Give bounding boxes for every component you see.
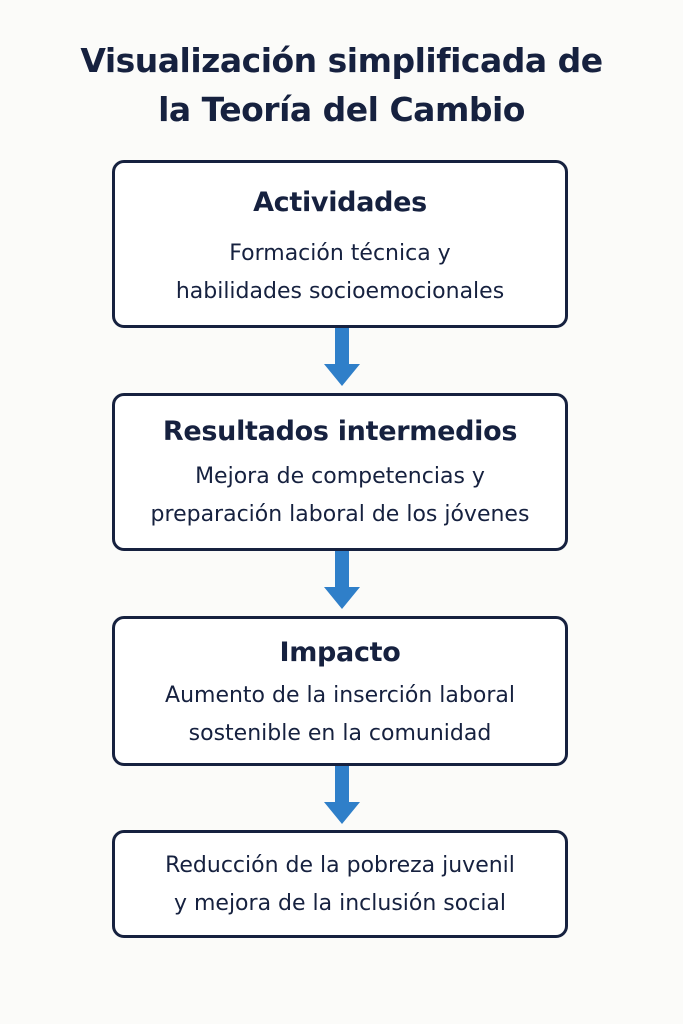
intermediate-results-text-line-2: preparación laboral de los jóvenes bbox=[150, 502, 530, 527]
impact-heading: Impacto bbox=[279, 637, 401, 668]
diagram-title-line-1: Visualización simplificada de bbox=[80, 41, 603, 80]
down-arrow-icon bbox=[324, 328, 360, 388]
activities-heading: Actividades bbox=[253, 187, 427, 218]
down-arrow-icon bbox=[324, 551, 360, 611]
diagram-title-line-2: la Teoría del Cambio bbox=[158, 90, 525, 129]
impact-box bbox=[112, 616, 568, 766]
final-outcome-box bbox=[112, 830, 568, 938]
intermediate-results-box bbox=[112, 393, 568, 551]
intermediate-results-heading: Resultados intermedios bbox=[162, 416, 518, 447]
impact-text-line-2: sostenible en la comunidad bbox=[188, 721, 492, 746]
activities-text-line-2: habilidades socioemocionales bbox=[175, 279, 505, 304]
impact-text-line-1: Aumento de la inserción laboral bbox=[165, 683, 515, 708]
activities-box bbox=[112, 160, 568, 328]
final-outcome-text-line-2: y mejora de la inclusión social bbox=[173, 891, 507, 916]
diagram-title bbox=[0, 36, 683, 134]
intermediate-results-text-line-1: Mejora de competencias y bbox=[195, 464, 485, 489]
activities-text-line-1: Formación técnica y bbox=[229, 241, 451, 266]
final-outcome-text-line-1: Reducción de la pobreza juvenil bbox=[165, 853, 515, 878]
down-arrow-icon bbox=[324, 766, 360, 826]
